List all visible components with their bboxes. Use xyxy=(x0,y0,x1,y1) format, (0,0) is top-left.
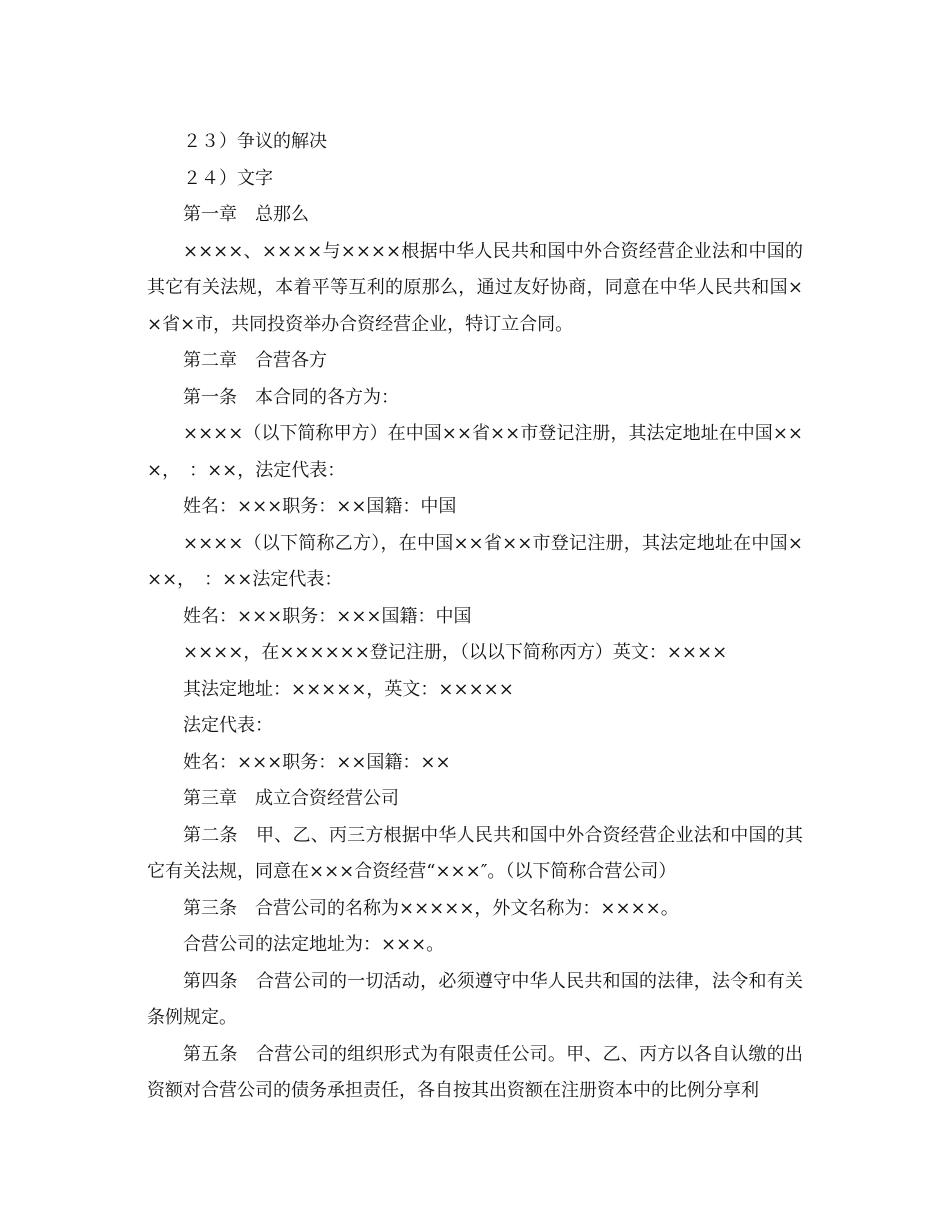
party-c-representative: 姓名：×××职务：××国籍：×× xyxy=(183,751,451,773)
party-b-paragraph: ××××（以下简称乙方），在中国××省××市登记注册，其法定地址在中国×××， ：××法定代表： xyxy=(147,532,803,590)
legal-address: 合营公司的法定地址为：×××。 xyxy=(183,934,445,955)
list-item-23: ２３）争议的解决 xyxy=(183,131,327,152)
party-c-paragraph: ××××，在××××××登记注册，（以以下简称丙方）英文：×××× xyxy=(183,642,728,663)
document-body xyxy=(147,124,803,1110)
party-c-legal-rep-label: 法定代表： xyxy=(183,715,273,736)
chapter-1-heading: 第一章 总那么 xyxy=(183,204,309,225)
chapter-3-heading: 第三章 成立合资经营公司 xyxy=(183,788,399,809)
article-1: 第一条 本合同的各方为： xyxy=(183,386,399,408)
article-4: 第四条 合营公司的一切活动，必须遵守中华人民共和国的法律，法令和有关条例规定。 xyxy=(147,970,803,1028)
article-5: 第五条 合营公司的组织形式为有限责任公司。甲、乙、丙方以各自认缴的出资额对合营公司的债务承担责任，各自按其出资额在注册资本中的比例分享利 xyxy=(147,1043,803,1101)
chapter-2-heading: 第二章 合营各方 xyxy=(183,350,327,371)
chapter-1-paragraph: ××××、××××与××××根据中华人民共和国中外合资经营企业法和中国的其它有关法规，本着平等互利的原那么，通过友好协商，同意在中华人民共和国××省×市，共同投资举办合资经营企业，特订立合同。 xyxy=(147,240,803,335)
article-3: 第三条 合营公司的名称为×××××，外文名称为：××××。 xyxy=(183,897,679,919)
list-item-24: ２４）文字 xyxy=(183,167,273,189)
party-a-representative: 姓名：×××职务：××国籍：中国 xyxy=(183,496,457,517)
party-a-paragraph: ××××（以下简称甲方）在中国××省××市登记注册，其法定地址在中国×××， ：××，法定代表： xyxy=(147,423,803,481)
party-b-representative: 姓名：×××职务：×××国籍：中国 xyxy=(183,605,472,627)
article-2: 第二条 甲、乙、丙三方根据中华人民共和国中外合资经营企业法和中国的其它有关法规，同意在×××合资经营“×××″。（以下简称合营公司） xyxy=(147,824,803,882)
party-c-address: 其法定地址：×××××，英文：××××× xyxy=(183,678,514,700)
